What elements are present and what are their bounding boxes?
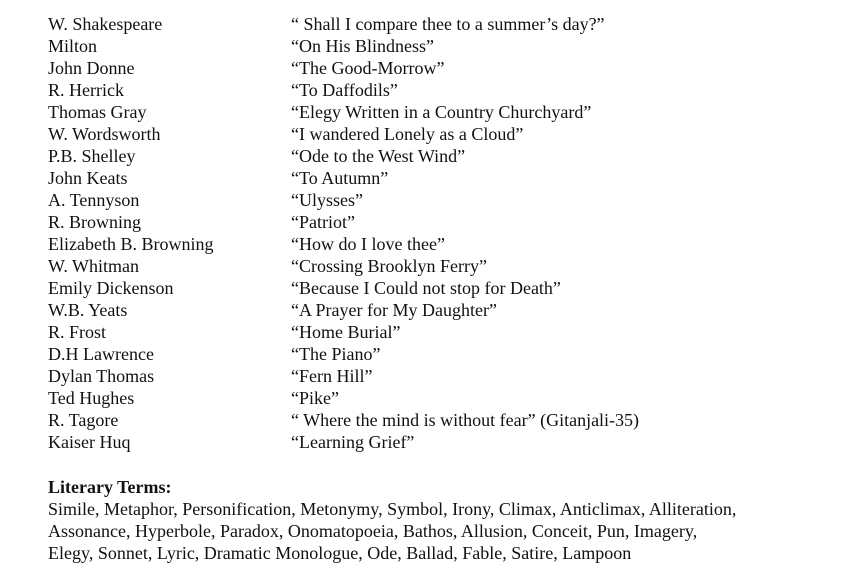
poem-row: [48, 255, 848, 277]
poem-title: “ Where the mind is without fear” (Gitanjali-35): [291, 410, 640, 430]
poem-title: “On His Blindness”: [291, 36, 434, 56]
poem-title: “The Good-Morrow”: [291, 58, 445, 78]
literary-terms-line: Assonance, Hyperbole, Paradox, Onomatopoeia, Bathos, Allusion, Conceit, Pun, Imagery,: [48, 521, 698, 541]
poet-name: John Keats: [48, 168, 128, 188]
poem-row: [48, 321, 848, 343]
poem-row: [48, 35, 848, 57]
poem-row: [48, 299, 848, 321]
poem-title: “To Daffodils”: [291, 80, 398, 100]
poem-title: “I wandered Lonely as a Cloud”: [291, 124, 524, 144]
poet-name: W.B. Yeats: [48, 300, 128, 320]
poem-title: “Home Burial”: [291, 322, 401, 342]
poem-title: “Fern Hill”: [291, 366, 373, 386]
poem-title: “The Piano”: [291, 344, 381, 364]
poem-title: “To Autumn”: [291, 168, 389, 188]
poem-title: “Crossing Brooklyn Ferry”: [291, 256, 487, 276]
poem-row: [48, 145, 848, 167]
poet-name: Milton: [48, 36, 98, 56]
poet-name: R. Frost: [48, 322, 107, 342]
poem-row: [48, 123, 848, 145]
poet-name: W. Shakespeare: [48, 14, 163, 34]
poem-row: [48, 189, 848, 211]
poet-name: Elizabeth B. Browning: [48, 234, 214, 254]
poet-name: A. Tennyson: [48, 190, 140, 210]
poem-row: [48, 79, 848, 101]
poem-title: “ Shall I compare thee to a summer’s day?”: [291, 14, 605, 34]
literary-terms-line: Simile, Metaphor, Personification, Metonymy, Symbol, Irony, Climax, Anticlimax, Alliteration,: [48, 499, 737, 519]
poem-title: “Ode to the West Wind”: [291, 146, 466, 166]
poem-title: “Elegy Written in a Country Churchyard”: [291, 102, 592, 122]
poet-name: John Donne: [48, 58, 135, 78]
poem-row: [48, 387, 848, 409]
poet-name: Emily Dickenson: [48, 278, 174, 298]
poet-name: R. Herrick: [48, 80, 124, 100]
poet-name: W. Wordsworth: [48, 124, 161, 144]
poem-title: “Pike”: [291, 388, 339, 408]
poet-name: Thomas Gray: [48, 102, 147, 122]
poem-title: “How do I love thee”: [291, 234, 445, 254]
poet-name: D.H Lawrence: [48, 344, 154, 364]
poem-row: [48, 233, 848, 255]
poem-row: [48, 57, 848, 79]
poem-title: “Because I Could not stop for Death”: [291, 278, 561, 298]
poem-row: [48, 211, 848, 233]
poem-title: “Patriot”: [291, 212, 355, 232]
literary-terms-list: [48, 498, 838, 564]
poem-title: “Learning Grief”: [291, 432, 415, 452]
poem-row: [48, 277, 848, 299]
poet-name: P.B. Shelley: [48, 146, 136, 166]
literary-terms-line: Elegy, Sonnet, Lyric, Dramatic Monologue, Ode, Ballad, Fable, Satire, Lampoon: [48, 543, 632, 563]
poet-name: W. Whitman: [48, 256, 139, 276]
poet-name: Dylan Thomas: [48, 366, 155, 386]
poem-row: [48, 431, 848, 453]
poem-row: [48, 167, 848, 189]
poet-name: R. Browning: [48, 212, 142, 232]
poem-row: [48, 343, 848, 365]
literary-terms-heading: Literary Terms:: [48, 477, 172, 497]
poet-name: R. Tagore: [48, 410, 119, 430]
poem-row: [48, 409, 848, 431]
poet-name: Ted Hughes: [48, 388, 135, 408]
poet-name: Kaiser Huq: [48, 432, 131, 452]
poem-title: “Ulysses”: [291, 190, 363, 210]
poem-row: [48, 365, 848, 387]
poem-row: [48, 13, 848, 35]
poem-row: [48, 101, 848, 123]
poem-title: “A Prayer for My Daughter”: [291, 300, 497, 320]
